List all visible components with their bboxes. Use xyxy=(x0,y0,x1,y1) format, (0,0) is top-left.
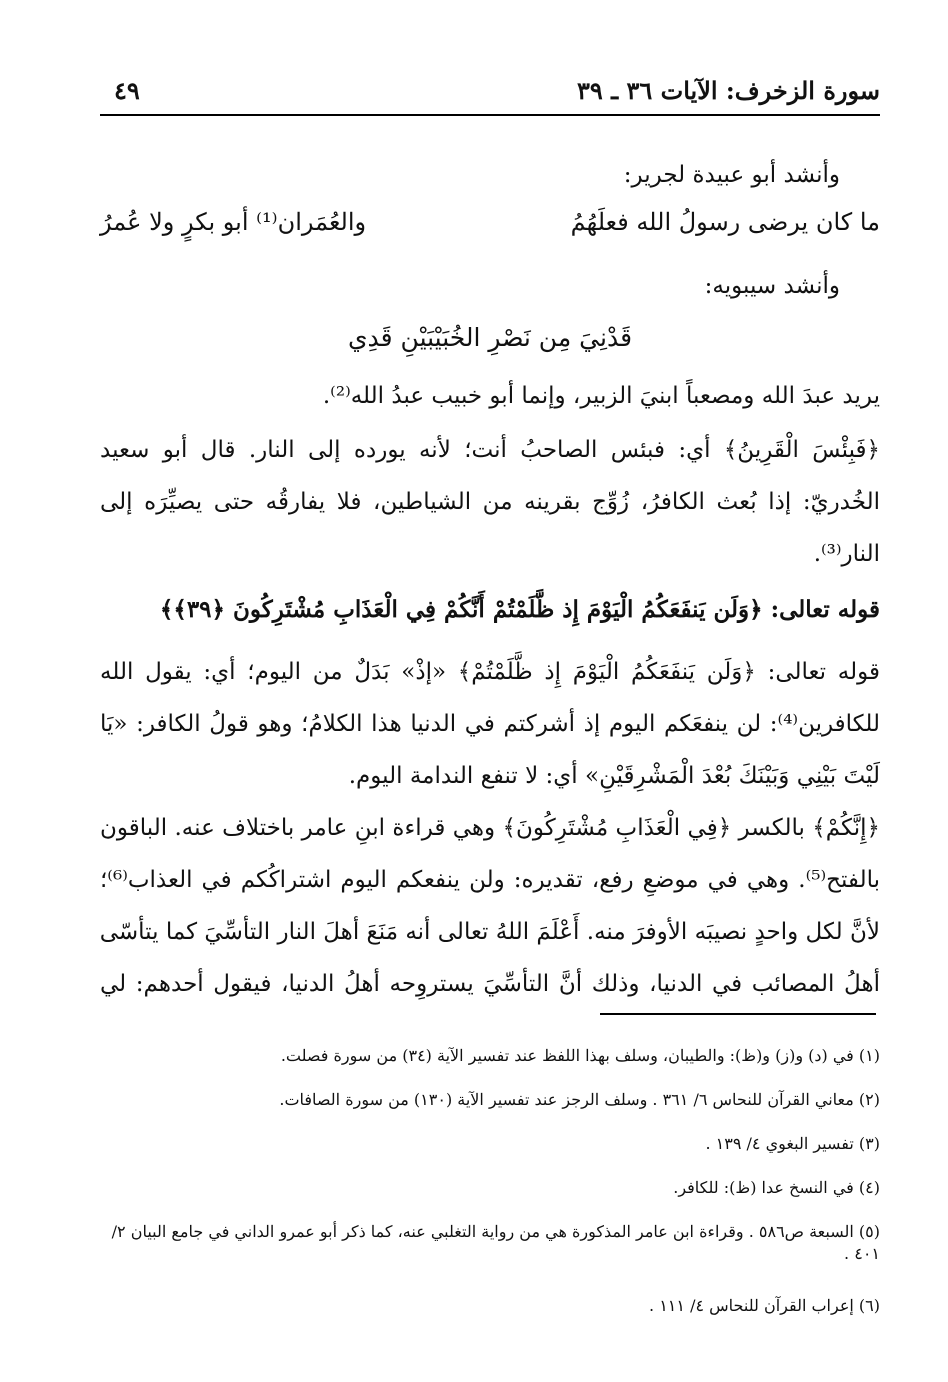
text-line: قوله تعالى: ﴿وَلَن يَنفَعَكُمُ الْيَوْمَ إِذ ظَّلَمْتُمْ﴾ «إذْ» بَدَلٌ من اليوم؛ أي: يقول الله xyxy=(100,659,880,685)
footnote: (٥) السبعة ص٥٨٦ . وقراءة ابن عامر المذكورة هي من رواية التغلبي عنه، كما ذكر أبو عمرو الداني في جامع البيان ٢/ ٤٠١ . xyxy=(111,1222,880,1263)
text-line: بالفتح⁽⁵⁾. وهي في موضعِ رفع، تقديره: ولن ينفعكم اليوم اشتراكُكم في العذاب⁽⁶⁾؛ xyxy=(100,867,880,893)
text-line: وأنشد أبو عبيدة لجرير: xyxy=(623,162,840,188)
text-line: لَيْتَ بَيْنِي وَبَيْنَكَ بُعْدَ الْمَشْرِقَيْنِ» أي: لا تنفع الندامة اليوم. xyxy=(348,763,880,789)
text-line: أهلُ المصائب في الدنيا، وذلك أنَّ التأسِّيَ يستروِحه أهلُ الدنيا، فيقول أحدهم: لي xyxy=(100,971,880,997)
footnote: (٦) إعراب القرآن للنحاس ٤/ ١١١ . xyxy=(649,1296,880,1315)
footnote: (١) في (د) و(ز) و(ظ): والطيبان، وسلف بهذا اللفظ عند تفسير الآية (٣٤) من سورة فصلت. xyxy=(280,1046,880,1065)
footnote: (٢) معاني القرآن للنحاس ٦/ ٣٦١ . وسلف الرجز عند تفسير الآية (١٣٠) من سورة الصافات. xyxy=(279,1090,880,1109)
text-line: ﴿إِنَّكُمْ﴾ بالكسر ﴿فِي الْعَذَابِ مُشْتَرِكُونَ﴾ وهي قراءة ابنِ عامر باختلاف عنه. الباقون xyxy=(100,815,880,841)
text-line: يريد عبدَ الله ومصعباً ابنيَ الزبير، وإنما أبو خبيب عبدُ الله⁽²⁾. xyxy=(322,383,880,409)
text-line: للكافرين⁽⁴⁾: لن ينفعَكم اليوم إذ أشركتم في الدنيا هذا الكلامُ؛ وهو قولُ الكافر: «يَا xyxy=(100,711,880,737)
running-title: سورة الزخرف: الآيات ٣٦ ـ ٣٩ xyxy=(576,76,880,105)
page-header xyxy=(100,72,880,116)
verse-line: قَدْنِيَ مِن نَصْرِ الخُبَيْبَيْنِ قَدِي xyxy=(347,323,633,352)
text-line: الخُدريّ: إذا بُعث الكافرُ، زُوِّج بقرينه من الشياطين، فلا يفارقُه حتى يصيِّرَه إلى xyxy=(100,489,880,515)
footnote-separator xyxy=(600,1013,876,1015)
header-rule xyxy=(100,114,880,116)
verse-right-hemistich: ما كان يرضى رسولُ الله فعلَهُمُ xyxy=(570,208,880,236)
footnote: (٤) في النسخ عدا (ظ): للكافر. xyxy=(673,1178,880,1197)
text-line: لأنَّ لكل واحدٍ نصيبَه الأوفرَ منه. أَعْلَمَ اللهُ تعالى أنه مَنَعَ أهلَ النار التأسِّيَ كما يتأسّى xyxy=(99,919,880,945)
footnote: (٣) تفسير البغوي ٤/ ١٣٩ . xyxy=(705,1134,880,1153)
text-line: ﴿فَبِئْسَ الْقَرِينُ﴾ أي: فبئس الصاحبُ أنت؛ لأنه يورده إلى النار. قال أبو سعيد xyxy=(100,437,880,463)
text-line: وأنشد سيبويه: xyxy=(704,273,840,299)
text-line: النار⁽³⁾. xyxy=(813,541,880,567)
page-number: ٤٩ xyxy=(114,76,140,105)
section-heading: قوله تعالى: ﴿وَلَن يَنفَعَكُمُ الْيَوْمَ إِذ ظَّلَمْتُمْ أَنَّكُمْ فِي الْعَذَابِ مُشْتَرِكُونَ ﴿٣٩﴾﴾ xyxy=(159,596,880,623)
verse-left-hemistich: والعُمَران⁽¹⁾ أبو بكرٍ ولا عُمرُ xyxy=(100,208,367,236)
